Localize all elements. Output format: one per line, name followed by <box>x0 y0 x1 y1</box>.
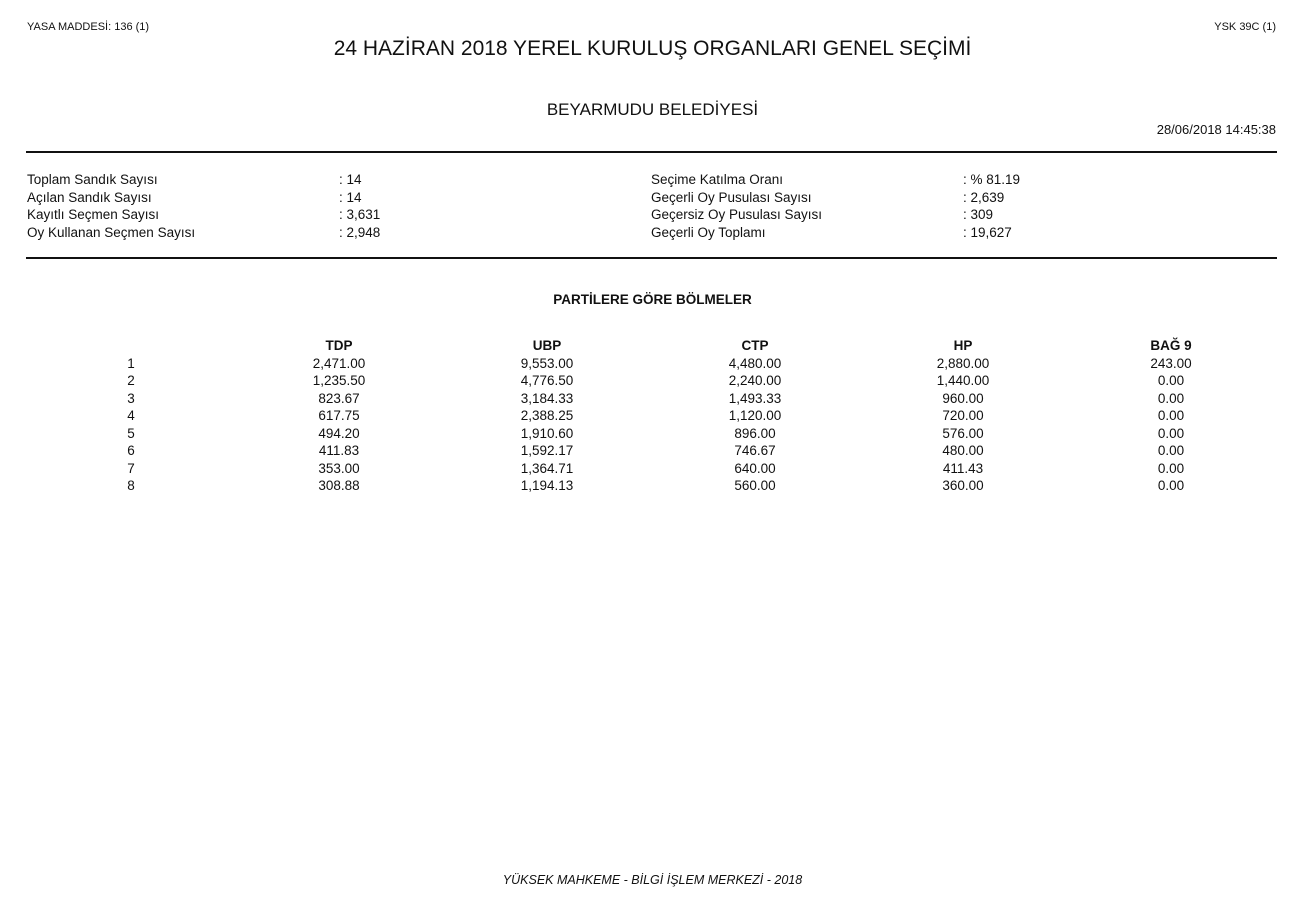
table-cell: 0.00 <box>1157 408 1185 423</box>
table-cell: 1,235.50 <box>312 373 366 388</box>
stat-value: : 309 <box>963 207 994 222</box>
stat-value: : 2,948 <box>339 224 381 240</box>
stat-value: : % 81.19 <box>963 172 1021 187</box>
footer-text: YÜKSEK MAHKEME - BİLGİ İŞLEM MERKEZİ - 2018 <box>502 873 803 887</box>
page-title: 24 HAZİRAN 2018 YEREL KURULUŞ ORGANLARI GENEL SEÇİMİ <box>333 37 972 60</box>
table-cell: 243.00 <box>1150 355 1192 371</box>
divisor-cell: 5 <box>127 425 135 441</box>
divisor-cell: 7 <box>127 460 135 476</box>
stat-value: : 19,627 <box>963 224 1012 240</box>
party-header: BAĞ 9 <box>1150 338 1192 353</box>
stat-label: Oy Kullanan Seçmen Sayısı <box>27 224 196 240</box>
law-article: YASA MADDESİ: 136 (1) <box>27 21 150 33</box>
table-cell: 720.00 <box>942 408 984 423</box>
report-datetime: 28/06/2018 14:45:38 <box>1156 122 1276 137</box>
table-cell: 0.00 <box>1157 373 1185 388</box>
table-row <box>27 477 1275 495</box>
table-cell: 0.00 <box>1157 478 1185 493</box>
table-cell: 1,910.60 <box>520 425 574 441</box>
table-cell: 9,553.00 <box>520 355 574 371</box>
table-cell: 353.00 <box>318 460 360 476</box>
table-cell: 3,184.33 <box>520 390 574 406</box>
stat-value: : 14 <box>339 172 362 187</box>
table-cell: 1,194.13 <box>520 478 574 493</box>
table-row <box>27 355 1275 373</box>
table-cell: 0.00 <box>1157 460 1185 476</box>
stat-value: : 2,639 <box>963 189 1005 205</box>
table-cell: 1,364.71 <box>520 460 574 476</box>
table-cell: 0.00 <box>1157 390 1185 406</box>
table-row <box>27 460 1275 478</box>
divisor-cell: 2 <box>127 373 135 388</box>
party-header: TDP <box>325 338 353 353</box>
divisions-table <box>27 337 1275 495</box>
stat-value: : 14 <box>339 189 362 205</box>
table-cell: 746.67 <box>734 443 776 458</box>
summary-right <box>651 171 1271 243</box>
table-cell: 1,493.33 <box>728 390 782 406</box>
section-heading: PARTİLERE GÖRE BÖLMELER <box>553 292 752 307</box>
divisor-cell: 1 <box>127 355 135 371</box>
table-cell: 411.83 <box>318 443 360 458</box>
stat-label: Toplam Sandık Sayısı <box>27 172 158 187</box>
summary-left <box>27 171 627 243</box>
table-cell: 2,880.00 <box>936 355 990 371</box>
divisor-cell: 8 <box>127 478 135 493</box>
table-cell: 2,471.00 <box>312 355 366 371</box>
table-cell: 1,120.00 <box>728 408 782 423</box>
table-cell: 4,480.00 <box>728 355 782 371</box>
table-cell: 617.75 <box>318 408 360 423</box>
table-cell: 1,592.17 <box>520 443 574 458</box>
table-header-row <box>27 337 1275 355</box>
table-cell: 640.00 <box>734 460 776 476</box>
table-cell: 2,388.25 <box>520 408 574 423</box>
table-cell: 960.00 <box>942 390 984 406</box>
stat-label: Geçerli Oy Pusulası Sayısı <box>651 189 812 205</box>
stat-label: Seçime Katılma Oranı <box>651 172 784 187</box>
table-row <box>27 407 1275 425</box>
table-cell: 2,240.00 <box>728 373 782 388</box>
table-cell: 576.00 <box>942 425 984 441</box>
party-header: HP <box>953 338 973 353</box>
table-cell: 1,440.00 <box>936 373 990 388</box>
table-cell: 360.00 <box>942 478 984 493</box>
municipality-name: BEYARMUDU BELEDİYESİ <box>546 100 759 119</box>
stat-label: Açılan Sandık Sayısı <box>27 189 152 205</box>
stat-label: Kayıtlı Seçmen Sayısı <box>27 207 160 222</box>
table-row <box>27 372 1275 390</box>
top-divider <box>26 151 1277 153</box>
party-header: CTP <box>741 338 769 353</box>
table-cell: 0.00 <box>1157 425 1185 441</box>
table-cell: 560.00 <box>734 478 776 493</box>
table-cell: 480.00 <box>942 443 984 458</box>
table-cell: 411.43 <box>942 460 984 476</box>
stat-label: Geçersiz Oy Pusulası Sayısı <box>651 207 823 222</box>
table-cell: 308.88 <box>318 478 360 493</box>
table-cell: 823.67 <box>318 390 360 406</box>
table-row <box>27 390 1275 408</box>
divisor-header <box>27 337 235 355</box>
table-cell: 4,776.50 <box>520 373 574 388</box>
stat-label: Geçerli Oy Toplamı <box>651 224 766 240</box>
stat-value: : 3,631 <box>339 207 381 222</box>
party-header: UBP <box>532 338 562 353</box>
bottom-divider <box>26 257 1277 259</box>
table-cell: 0.00 <box>1157 443 1185 458</box>
table-row <box>27 442 1275 460</box>
divisor-cell: 6 <box>127 443 135 458</box>
table-cell: 896.00 <box>734 425 776 441</box>
divisor-cell: 4 <box>127 408 135 423</box>
divisor-cell: 3 <box>127 390 135 406</box>
table-cell: 494.20 <box>318 425 360 441</box>
form-code: YSK 39C (1) <box>1214 21 1276 33</box>
table-row <box>27 425 1275 443</box>
